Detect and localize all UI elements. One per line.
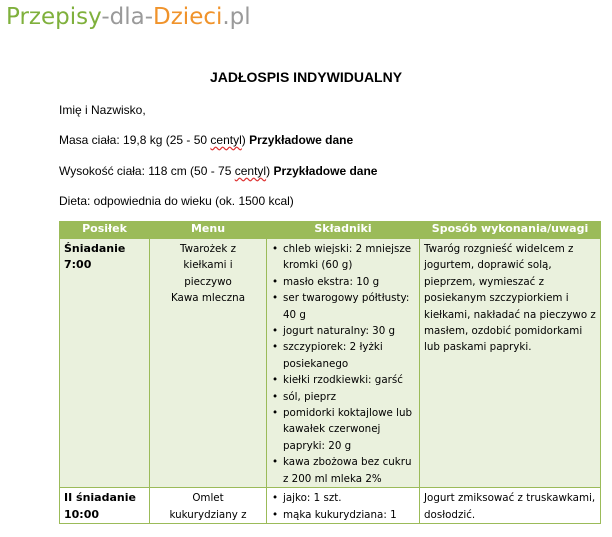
header-meal: Posiłek [60,221,150,239]
menu-line: Kawa mleczna [170,292,245,305]
body-mass-text: Masa ciała: 19,8 kg (25 - 50 [59,133,211,147]
document-title: JADŁOSPIS INDYWIDUALNY [209,69,403,85]
meal-name: Śniadanie [64,242,126,255]
method-cell: Twaróg rozgnieść widelcem z jogurtem, doprawić solą, pieprzem, wymieszać z posiekanym szczypiorkiem i kiełkami, nakładać na pieczywo z masłem, ozdobić pomidorkami lub paskami papryki. [420,239,601,488]
body-height-line [59,164,377,178]
list-item: • masło ekstra: 10 g [283,274,415,290]
meal-time: 10:00 [64,507,100,521]
body-mass-close: ) [241,133,246,147]
list-item: • szczypiorek: 2 łyżki posiekanego [283,339,415,372]
menu-line: kiełkami i [183,259,233,272]
meal-name: II śniadanie [64,491,136,505]
list-item: • pomidorki koktajlowe lub kawałek czerwonej papryki: 20 g [283,405,415,454]
table-row [60,239,601,488]
body-height-text: Wysokość ciała: 118 cm (50 - 75 [59,164,235,178]
list-item: • sól, pieprz [283,389,415,405]
header-menu: Menu [150,221,267,239]
meal-cell [60,239,150,488]
menu-line: pieczywo [184,275,232,288]
ingredients-cell [267,239,420,488]
meal-plan-table [59,221,601,524]
body-height-note: Przykładowe dane [273,164,378,178]
site-logo [6,4,251,30]
list-item: • ser twarogowy półtłusty: 40 g [283,290,415,323]
logo-part-domain: .pl [222,4,251,30]
list-item: • chleb wiejski: 2 mniejsze kromki (60 g) [283,241,415,274]
logo-part-dzieci: Dzieci [153,4,223,30]
header-ingredients: Składniki [267,221,420,239]
name-line: Imię i Nazwisko, [59,103,146,117]
list-item: • jogurt naturalny: 30 g [283,323,415,339]
logo-part-dla: -dla- [101,4,154,30]
logo-part-przepisy: Przepisy [6,4,102,30]
diet-line: Dieta: odpowiednia do wieku (ok. 1500 kcal) [59,194,294,208]
meal-time: 7:00 [64,258,92,272]
list-item: • kiełki rzodkiewki: garść [283,372,415,388]
body-height-close: ) [266,164,271,178]
header-method: Sposób wykonania/uwagi [420,221,601,239]
list-item: • jajko: 1 szt. [283,490,415,506]
ingredients-cell [267,488,420,524]
body-mass-line [59,133,353,147]
menu-line: kukurydziany z [169,508,247,521]
body-mass-note: Przykładowe dane [249,133,354,147]
list-item: • mąka kukurydziana: 1 [283,507,415,523]
table-row [60,488,601,524]
menu-cell [150,488,267,524]
body-mass-centyl: centyl [210,133,242,147]
method-cell: Jogurt zmiksować z truskawkami, dosłodzić. [420,488,601,524]
table-header-row [60,221,601,239]
ingredients-list [271,490,415,523]
menu-cell [150,239,267,488]
menu-line: Twarożek z [179,243,236,255]
meal-cell [60,488,150,524]
list-item: • kawa zbożowa bez cukru z 200 ml mleka 2% [283,454,415,487]
body-height-centyl: centyl [234,164,267,178]
menu-line: Omlet [192,492,224,505]
ingredients-list [271,241,415,487]
